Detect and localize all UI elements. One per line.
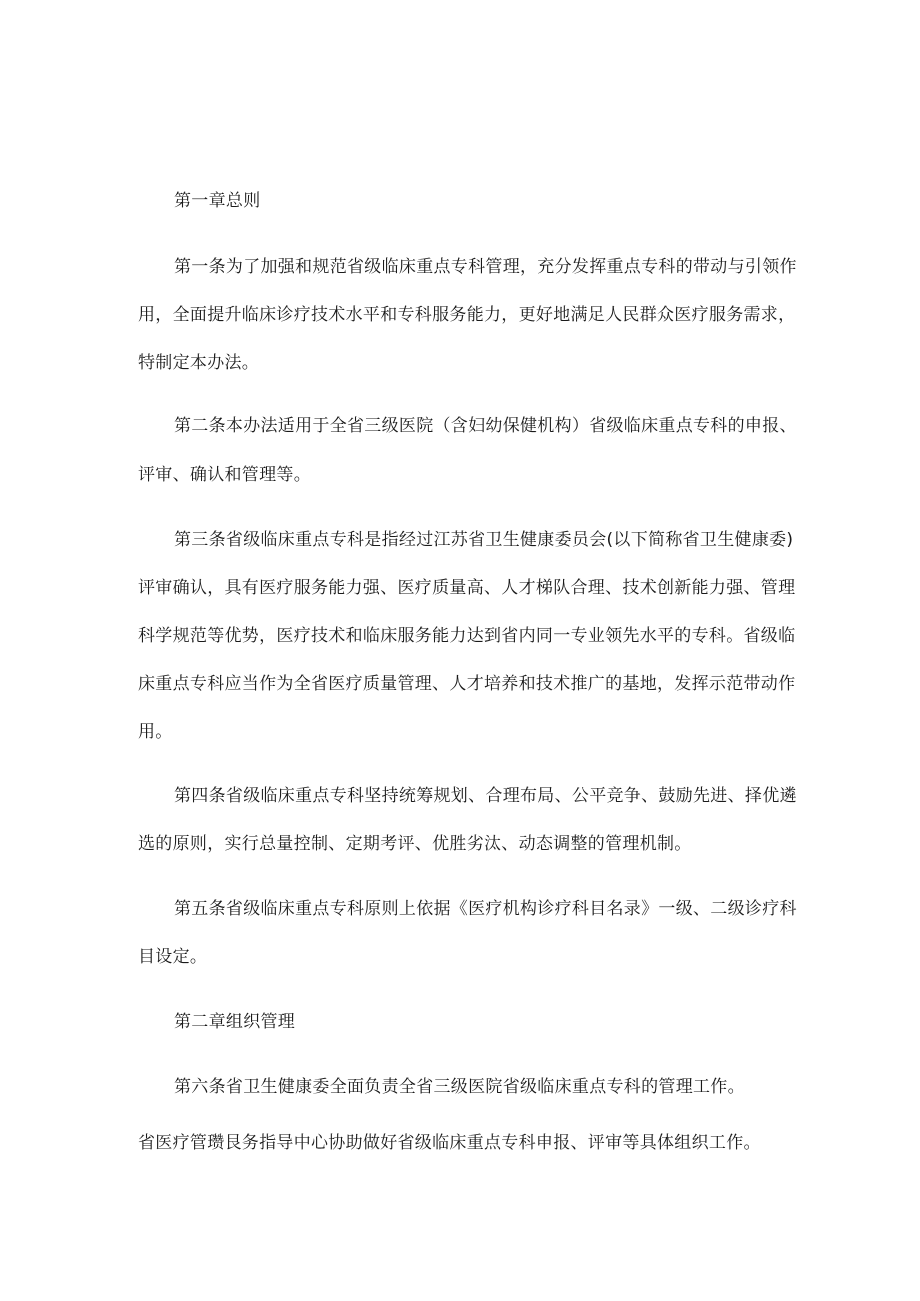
article-3-line-5: 用。 bbox=[138, 722, 173, 742]
article-3-line-3: 科学规范等优势，医疗技术和临床服务能力达到省内同一专业领先水平的专科。省级临 bbox=[138, 626, 796, 646]
article-3-line-1: 第三条省级临床重点专科是指经过江苏省卫生健康委员会(以下简称省卫生健康委) bbox=[174, 530, 794, 550]
article-6-line-2: 省医疗管瓒艮务指导中心协助做好省级临床重点专科申报、评审等具体组织工作。 bbox=[138, 1133, 761, 1153]
article-6-line-1: 第六条省卫生健康委全面负责全省三级医院省级临床重点专科的管理工作。 bbox=[174, 1077, 745, 1097]
article-5-line-1: 第五条省级临床重点专科原则上依据《医疗机构诊疗科目名录》一级、二级诊疗科 bbox=[174, 899, 797, 919]
article-3-line-4: 床重点专科应当作为全省医疗质量管理、人才培养和技术推广的基地，发挥示范带动作 bbox=[138, 674, 796, 694]
article-4-line-2: 选的原则，实行总量控制、定期考评、优胜劣汰、动态调整的管理机制。 bbox=[138, 834, 692, 854]
article-3-line-2: 评审确认，具有医疗服务能力强、医疗质量高、人才梯队合理、技术创新能力强、管理 bbox=[138, 578, 796, 598]
chapter-2-heading: 第二章组织管理 bbox=[174, 1012, 296, 1032]
article-2-line-1: 第二条本办法适用于全省三级医院（含妇幼保健机构）省级临床重点专科的申报、 bbox=[174, 416, 797, 436]
article-5-line-2: 目设定。 bbox=[138, 947, 208, 967]
article-1-line-1: 第一条为了加强和规范省级临床重点专科管理，充分发挥重点专科的带动与引领作 bbox=[174, 257, 797, 277]
article-2-line-2: 评审、确认和管理等。 bbox=[138, 465, 311, 485]
article-4-line-1: 第四条省级临床重点专科坚持统筹规划、合理布局、公平竞争、鼓励先进、择优遴 bbox=[174, 786, 797, 806]
article-1-line-2: 用，全面提升临床诊疗技术水平和专科服务能力，更好地满足人民群众医疗服务需求， bbox=[138, 305, 796, 325]
article-1-line-3: 特制定本办法。 bbox=[138, 353, 260, 373]
chapter-1-heading: 第一章总则 bbox=[174, 191, 261, 211]
